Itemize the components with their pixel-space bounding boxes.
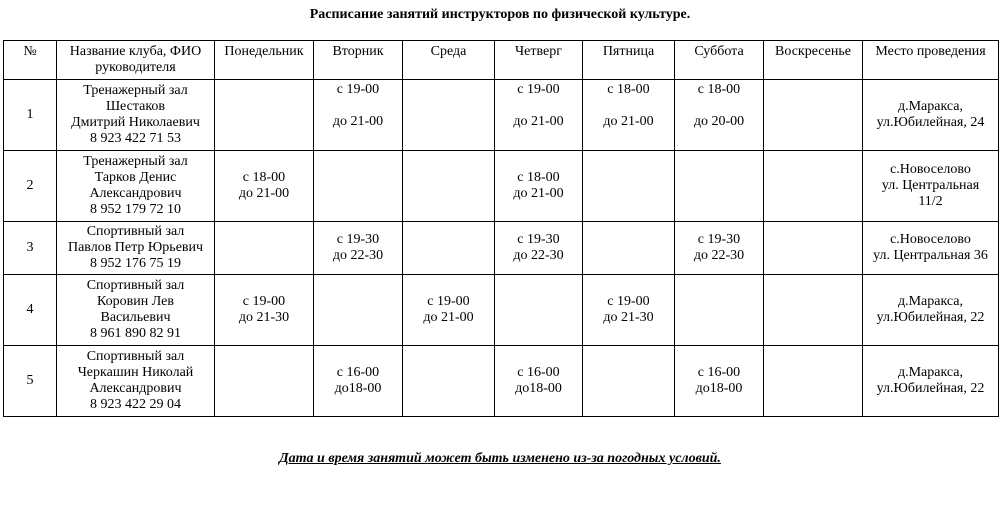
header-monday: Понедельник: [215, 41, 314, 80]
time-from: с 19-30: [336, 232, 380, 247]
time-to: до 21-00: [603, 114, 654, 129]
leader-name: Дмитрий Николаевич: [71, 115, 200, 130]
header-sunday: Воскресенье: [764, 41, 863, 80]
phone-number: 8 952 176 75 19: [90, 256, 181, 271]
row-number: 4: [4, 275, 57, 346]
saturday-cell: [675, 275, 764, 346]
sunday-cell: [764, 80, 863, 151]
club-cell: [57, 346, 215, 417]
time-to: до 21-00: [513, 186, 564, 201]
phone-number: 8 952 179 72 10: [90, 202, 181, 217]
place-line: д.Маракса,: [897, 294, 964, 309]
friday-cell: [583, 222, 675, 275]
time-to: до 21-30: [238, 310, 290, 325]
header-wednesday: Среда: [403, 41, 495, 80]
tuesday-cell: [314, 151, 403, 222]
table-row: [4, 346, 999, 417]
tuesday-cell: [314, 80, 403, 151]
club-cell: [57, 80, 215, 151]
time-from: с 18-00: [697, 82, 741, 97]
place-line: ул. Центральная: [881, 178, 980, 193]
club-cell: [57, 222, 215, 275]
wednesday-cell: [403, 151, 495, 222]
wednesday-cell: [403, 80, 495, 151]
header-row: [4, 41, 999, 80]
time-from: с 19-30: [697, 232, 741, 247]
leader-name: Павлов Петр Юрьевич: [67, 240, 204, 255]
time-from: с 16-00: [517, 365, 560, 380]
friday-cell: [583, 151, 675, 222]
place-line: ул.Юбилейная, 22: [876, 381, 985, 396]
friday-cell: [583, 275, 675, 346]
time-to: до 21-00: [332, 114, 384, 129]
time-from: с 19-00: [607, 294, 650, 309]
time-from: с 19-30: [517, 232, 560, 247]
leader-name: Коровин Лев: [97, 294, 174, 309]
table-row: [4, 222, 999, 275]
saturday-cell: [675, 80, 764, 151]
phone-number: 8 923 422 29 04: [90, 397, 181, 412]
time-from: с 16-00: [697, 365, 741, 380]
time-to: до 22-30: [693, 248, 745, 263]
place-line: д.Маракса,: [897, 365, 964, 380]
place-line: д.Маракса,: [897, 99, 964, 114]
schedule-note: Дата и время занятий может быть изменено из-за погодных условий.: [279, 451, 721, 466]
header-club: Название клуба, ФИО руководителя: [57, 41, 215, 80]
tuesday-cell: [314, 222, 403, 275]
club-name: Тренажерный зал: [83, 83, 188, 98]
saturday-cell: [675, 222, 764, 275]
wednesday-cell: [403, 222, 495, 275]
place-cell: [863, 151, 999, 222]
thursday-cell: [495, 346, 583, 417]
leader-name: Тарков Денис: [94, 170, 177, 185]
place-cell: [863, 80, 999, 151]
page-title: Расписание занятий инструкторов по физической культуре.: [309, 7, 691, 22]
header-friday: Пятница: [583, 41, 675, 80]
time-to: до 20-00: [693, 114, 745, 129]
time-from: с 18-00: [242, 170, 286, 185]
thursday-cell: [495, 222, 583, 275]
time-to: до 22-30: [332, 248, 384, 263]
place-line: с.Новоселово: [890, 162, 971, 177]
leader-name: Черкашин Николай: [77, 365, 194, 380]
table-row: [4, 80, 999, 151]
row-number: 2: [4, 151, 57, 222]
monday-cell: [215, 222, 314, 275]
table-row: [4, 151, 999, 222]
tuesday-cell: [314, 346, 403, 417]
time-to: до18-00: [515, 381, 562, 396]
row-number: 5: [4, 346, 57, 417]
friday-cell: [583, 346, 675, 417]
place-line: ул.Юбилейная, 22: [876, 310, 985, 325]
leader-name: Александрович: [89, 381, 182, 396]
club-name: Спортивный зал: [86, 349, 185, 364]
row-number: 1: [4, 80, 57, 151]
time-to: до18-00: [334, 381, 382, 396]
time-to: до 21-00: [423, 310, 474, 325]
leader-name: Шестаков: [105, 99, 166, 114]
club-name: Тренажерный зал: [83, 154, 188, 169]
wednesday-cell: [403, 346, 495, 417]
header-place: Место проведения: [863, 41, 999, 80]
tuesday-cell: [314, 275, 403, 346]
sunday-cell: [764, 346, 863, 417]
time-from: с 19-00: [427, 294, 470, 309]
saturday-cell: [675, 346, 764, 417]
monday-cell: [215, 346, 314, 417]
saturday-cell: [675, 151, 764, 222]
phone-number: 8 961 890 82 91: [90, 326, 181, 341]
thursday-cell: [495, 80, 583, 151]
wednesday-cell: [403, 275, 495, 346]
row-number: 3: [4, 222, 57, 275]
monday-cell: [215, 80, 314, 151]
club-name: Спортивный зал: [86, 224, 185, 239]
time-from: с 18-00: [607, 82, 650, 97]
place-line: ул. Центральная 36: [873, 248, 988, 263]
thursday-cell: [495, 275, 583, 346]
thursday-cell: [495, 151, 583, 222]
monday-cell: [215, 151, 314, 222]
club-cell: [57, 275, 215, 346]
sunday-cell: [764, 151, 863, 222]
leader-name: Васильевич: [100, 310, 171, 325]
phone-number: 8 923 422 71 53: [90, 131, 181, 146]
time-to: до 21-00: [513, 114, 564, 129]
time-to: до 21-00: [238, 186, 290, 201]
time-from: с 18-00: [517, 170, 560, 185]
time-to: до 21-30: [603, 310, 654, 325]
leader-name: Александрович: [89, 186, 182, 201]
time-to: до18-00: [695, 381, 743, 396]
time-to: до 22-30: [513, 248, 564, 263]
place-cell: [863, 346, 999, 417]
club-cell: [57, 151, 215, 222]
place-line: с.Новоселово: [890, 232, 971, 247]
place-cell: [863, 222, 999, 275]
schedule-table: [3, 40, 999, 417]
time-from: с 19-00: [336, 82, 380, 97]
time-from: с 16-00: [336, 365, 380, 380]
header-saturday: Суббота: [675, 41, 764, 80]
sunday-cell: [764, 222, 863, 275]
place-cell: [863, 275, 999, 346]
place-line: ул.Юбилейная, 24: [876, 115, 985, 130]
header-tuesday: Вторник: [314, 41, 403, 80]
club-name: Спортивный зал: [86, 278, 185, 293]
place-line: 11/2: [918, 194, 943, 209]
time-from: с 19-00: [517, 82, 560, 97]
monday-cell: [215, 275, 314, 346]
header-thursday: Четверг: [495, 41, 583, 80]
sunday-cell: [764, 275, 863, 346]
table-row: [4, 275, 999, 346]
friday-cell: [583, 80, 675, 151]
time-from: с 19-00: [242, 294, 286, 309]
header-num: №: [4, 41, 57, 80]
